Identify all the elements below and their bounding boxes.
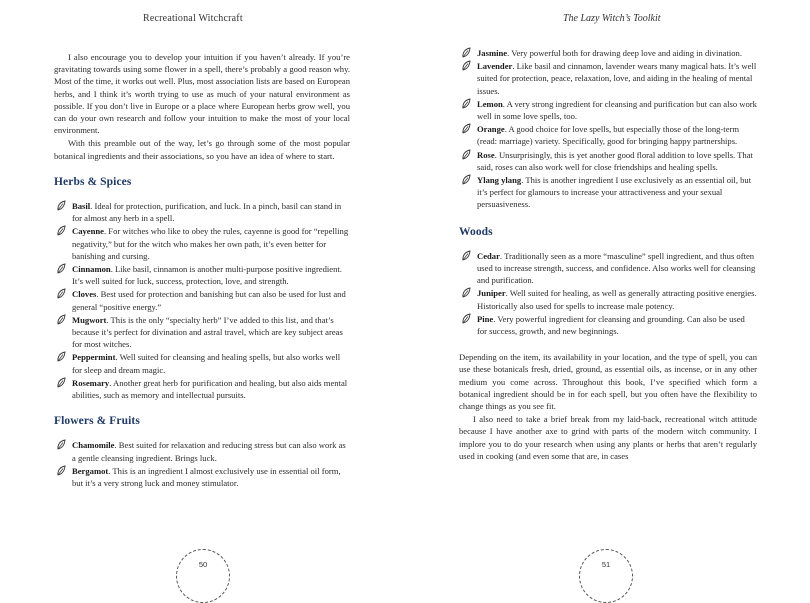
intro-paragraph-1: I also encourage you to develop your intuition if you haven’t already. If you’re gravitating towards using some flower in a spell, there’s probably a good reason why. Most of the time, it works out well. Plus, most association lists are based on European herbs, and I think it’s worth trying to use as much of your natural environment as possible. If you don’t live in Europe or a place where European herbs grow well, you can do your own research and follow your intuition to make the most of your local environment.: [54, 52, 350, 136]
item-text: . Unsurprisingly, this is yet another good floral addition to love spells. That said, roses can also work well for close friendships and healing spells.: [477, 149, 753, 172]
leaf-icon: [461, 287, 471, 298]
item-term: Rosemary: [72, 377, 110, 388]
list-item: [459, 123, 757, 147]
closing-paragraph-1: Depending on the item, its availability in your location, and the type of spell, you can use these botanicals fresh, dried, ground, as essential oils, as incense, or in any other medium you come across. Throughout this book, I’ve specified which form a botanical ingredient should be in for each spell, but you often have the flexibility to change things as you see fit.: [459, 352, 757, 412]
item-text: . Best used for protection and banishing but can also be used for lust and general “positive energy.”: [72, 289, 346, 312]
item-text: . A very strong ingredient for cleansing and purification but can also work well in some love spells, too.: [477, 98, 757, 122]
item-text: . Well suited for cleansing and healing spells, but also works well for sleep and dream magic.: [72, 352, 341, 375]
page-number-right: 51: [579, 549, 633, 603]
list-item: [459, 47, 757, 59]
item-text: . Very powerful ingredient for cleansing and grounding. Can also be used for success, growth, and new beginnings.: [477, 313, 745, 337]
item-term: Peppermint: [72, 352, 116, 363]
list-item: [459, 98, 757, 122]
item-term: Lemon: [477, 98, 503, 109]
list-item: [54, 351, 350, 375]
left-body: [54, 51, 350, 490]
closing-paragraph-2: I also need to take a brief break from my laid-back, recreational witch attitude because I have another axe to grind with parts of the modern witch community. I implore you to do your research when using any plants or herbs that aren’t regularly used in cooking (and even some that are, in cases: [459, 414, 757, 461]
list-item: [459, 313, 757, 337]
leaf-icon: [56, 263, 66, 274]
item-text: . Traditionally seen as a more “masculine” spell ingredient, and thus often used to increase strength, success, and confidence. Also works well for cleansing and purification.: [477, 250, 756, 286]
item-text: . A good choice for love spells, but especially those of the long-term (read: marriage) variety. Specifically, good for bringing happy partnerships.: [477, 124, 740, 147]
item-text: . Well suited for healing, as well as generally attracting positive energies. Historically also used for spells to increase male potency.: [477, 288, 757, 311]
item-term: Rose: [477, 149, 495, 160]
item-term: Orange: [477, 124, 505, 135]
heading-herbs: Herbs & Spices: [54, 175, 132, 188]
item-term: Cloves: [72, 289, 97, 300]
leaf-icon: [461, 60, 471, 71]
item-text: . Like basil, cinnamon is another multi-purpose positive ingredient. It’s well suited for luck, success, protection, love, and strength.: [72, 264, 342, 287]
item-term: Cinnamon: [72, 264, 111, 275]
list-item: [54, 465, 350, 489]
leaf-icon: [56, 225, 66, 236]
leaf-icon: [461, 47, 471, 58]
leaf-icon: [461, 174, 471, 185]
item-term: Chamomile: [72, 440, 115, 451]
list-item: [54, 439, 350, 463]
item-text: . This is another ingredient I use exclusively as an essential oil, but it’s perfect for glamours to increase your attractiveness and your sexual persuasiveness.: [477, 175, 752, 210]
running-head-left: Recreational Witchcraft: [143, 13, 243, 24]
item-term: Cayenne: [72, 226, 104, 237]
list-item: [54, 314, 350, 351]
item-text: . For witches who like to obey the rules, cayenne is good for “repelling negativity,” but for the witch who makes her own path, it’s even better for banishing and cursing.: [72, 226, 349, 261]
leaf-icon: [461, 313, 471, 324]
list-item: [459, 149, 757, 173]
heading-woods: Woods: [459, 225, 493, 238]
item-term: Juniper: [477, 288, 506, 299]
running-head-right: The Lazy Witch’s Toolkit: [563, 13, 661, 24]
leaf-icon: [56, 314, 66, 325]
item-term: Ylang ylang: [477, 175, 522, 186]
item-text: . This is an ingredient I almost exclusively use in essential oil form, but it’s a very strong luck and money stimulator.: [72, 465, 341, 489]
right-body: [459, 47, 757, 462]
leaf-icon: [461, 149, 471, 160]
item-term: Bergamot: [72, 465, 109, 476]
intro-paragraph-2: With this preamble out of the way, let’s go through some of the most popular botanical ingredients and their associations, so you have an idea of where to start.: [54, 138, 350, 161]
item-text: . Best suited for relaxation and reducing stress but can also work as a gentle cleansing ingredient. Brings luck.: [72, 440, 346, 463]
list-item: [459, 287, 757, 311]
list-item: [54, 263, 350, 287]
leaf-icon: [56, 200, 66, 211]
leaf-icon: [56, 351, 66, 362]
item-term: Pine: [477, 313, 494, 324]
list-item: [459, 250, 757, 287]
item-term: Cedar: [477, 250, 500, 261]
right-page: [405, 0, 810, 575]
list-item: [54, 200, 350, 224]
list-item: [54, 288, 350, 312]
leaf-icon: [461, 98, 471, 109]
leaf-icon: [56, 377, 66, 388]
flowers-continued-list: [459, 47, 757, 211]
item-text: . Ideal for protection, purification, and luck. In a pinch, basil can stand in for almost any herb in a spell.: [72, 201, 342, 224]
page-number-left: 50: [176, 549, 230, 603]
item-text: . Very powerful both for drawing deep love and aiding in divination.: [507, 48, 742, 58]
leaf-icon: [461, 123, 471, 134]
item-term: Jasmine: [477, 48, 508, 58]
item-term: Basil: [72, 201, 91, 212]
item-text: . Another great herb for purification and healing, but also aids mental abilities, such as memory and intellectual pursuits.: [72, 377, 348, 401]
leaf-icon: [56, 288, 66, 299]
leaf-icon: [56, 439, 66, 450]
leaf-icon: [56, 465, 66, 476]
list-item: [459, 60, 757, 97]
list-item: [459, 174, 757, 211]
left-page: [0, 0, 405, 575]
item-text: . Like basil and cinnamon, lavender wears many magical hats. It’s well suited for protection, peace, relaxation, love, and aiding in the healing of mental issues.: [477, 61, 757, 96]
herbs-list: [54, 200, 350, 401]
flowers-list: [54, 439, 350, 489]
leaf-icon: [461, 250, 471, 261]
list-item: [54, 377, 350, 401]
heading-flowers: Flowers & Fruits: [54, 415, 140, 428]
item-term: Lavender: [477, 61, 513, 72]
item-text: . This is the only “specialty herb” I’ve added to this list, and that’s because it’s perfect for divination and astral travel, which are key subject areas for most witches.: [72, 314, 343, 350]
list-item: [54, 225, 350, 262]
item-term: Mugwort: [72, 314, 107, 325]
woods-list: [459, 250, 757, 337]
